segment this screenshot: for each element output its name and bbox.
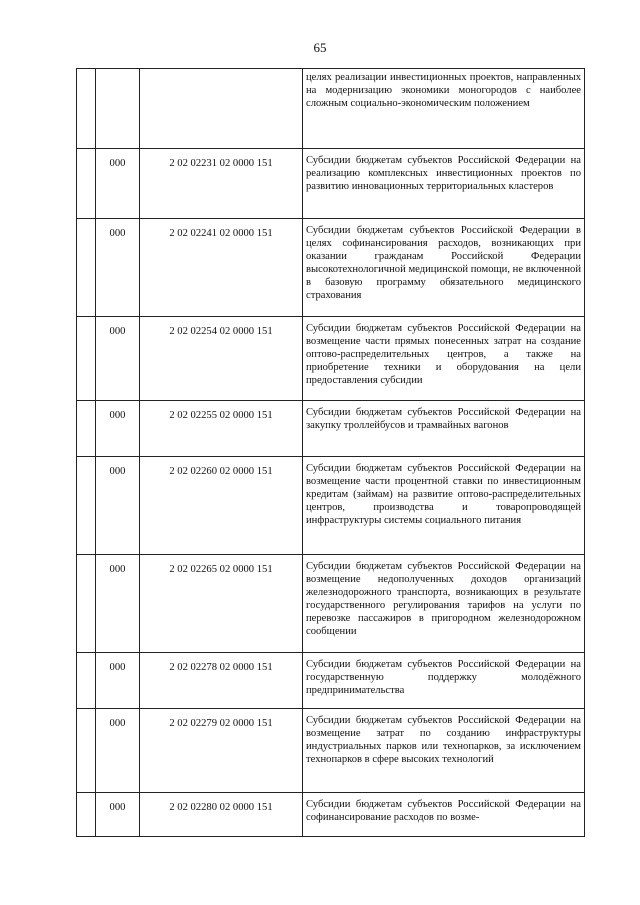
description-cell: Субсидии бюджетам субъектов Российской Федерации на закупку троллейбусов и трамвайных вагонов bbox=[303, 401, 585, 457]
table-row bbox=[77, 555, 585, 653]
blank-cell bbox=[77, 149, 96, 219]
budget-code-cell: 2 02 02255 02 0000 151 bbox=[140, 401, 303, 457]
blank-cell bbox=[77, 709, 96, 793]
description-cell: целях реализации инвестиционных проектов, направленных на модернизацию экономики моногородов с наиболее сложным социально-экономическим положением bbox=[303, 69, 585, 149]
blank-cell bbox=[77, 219, 96, 317]
budget-code-cell: 2 02 02279 02 0000 151 bbox=[140, 709, 303, 793]
description-cell: Субсидии бюджетам субъектов Российской Федерации на возмещение части прямых понесенных затрат на создание оптово-распределительных центров, а также на приобретение техники и оборудования на цели предоставления субсидии bbox=[303, 317, 585, 401]
admin-code-cell: 000 bbox=[96, 401, 140, 457]
admin-code-cell: 000 bbox=[96, 317, 140, 401]
budget-code-cell: 2 02 02278 02 0000 151 bbox=[140, 653, 303, 709]
budget-code-cell: 2 02 02241 02 0000 151 bbox=[140, 219, 303, 317]
budget-code-cell: 2 02 02280 02 0000 151 bbox=[140, 793, 303, 837]
blank-cell bbox=[77, 555, 96, 653]
table-row bbox=[77, 653, 585, 709]
table-row bbox=[77, 401, 585, 457]
admin-code-cell bbox=[96, 69, 140, 149]
budget-code-cell: 2 02 02260 02 0000 151 bbox=[140, 457, 303, 555]
table-row bbox=[77, 219, 585, 317]
table-row bbox=[77, 793, 585, 837]
table-row bbox=[77, 317, 585, 401]
blank-cell bbox=[77, 401, 96, 457]
admin-code-cell: 000 bbox=[96, 653, 140, 709]
admin-code-cell: 000 bbox=[96, 555, 140, 653]
budget-code-cell: 2 02 02231 02 0000 151 bbox=[140, 149, 303, 219]
admin-code-cell: 000 bbox=[96, 457, 140, 555]
description-cell: Субсидии бюджетам субъектов Российской Федерации на реализацию комплексных инвестиционных проектов по развитию инновационных территориальных кластеров bbox=[303, 149, 585, 219]
page-number: 65 bbox=[313, 40, 327, 55]
table-row bbox=[77, 69, 585, 149]
budget-code-cell bbox=[140, 69, 303, 149]
budget-code-cell: 2 02 02265 02 0000 151 bbox=[140, 555, 303, 653]
budget-code-cell: 2 02 02254 02 0000 151 bbox=[140, 317, 303, 401]
description-cell: Субсидии бюджетам субъектов Российской Федерации на государственную поддержку молодёжного предпринимательства bbox=[303, 653, 585, 709]
description-cell: Субсидии бюджетам субъектов Российской Федерации на возмещение затрат по созданию инфраструктуры индустриальных парков или технопарков, за исключением технопарков в сфере высоких технологий bbox=[303, 709, 585, 793]
admin-code-cell: 000 bbox=[96, 149, 140, 219]
table-row bbox=[77, 457, 585, 555]
blank-cell bbox=[77, 793, 96, 837]
blank-cell bbox=[77, 317, 96, 401]
blank-cell bbox=[77, 653, 96, 709]
budget-classification-table bbox=[76, 68, 585, 837]
table-row bbox=[77, 149, 585, 219]
description-cell: Субсидии бюджетам субъектов Российской Федерации на возмещение недополученных доходов организаций железнодорожного транспорта, возникающих в результате государственного регулирования тарифов на услуги по перевозке пассажиров в пригородном железнодорожном сообщении bbox=[303, 555, 585, 653]
table-row bbox=[77, 709, 585, 793]
blank-cell bbox=[77, 457, 96, 555]
admin-code-cell: 000 bbox=[96, 219, 140, 317]
admin-code-cell: 000 bbox=[96, 793, 140, 837]
description-cell: Субсидии бюджетам субъектов Российской Федерации на софинансирование расходов по возме- bbox=[303, 793, 585, 837]
description-cell: Субсидии бюджетам субъектов Российской Федерации в целях софинансирования расходов, возникающих при оказании гражданам Российской Федерации высокотехнологичной медицинской помощи, не включенной в базовую программу обязательного медицинского страхования bbox=[303, 219, 585, 317]
description-cell: Субсидии бюджетам субъектов Российской Федерации на возмещение части процентной ставки по инвестиционным кредитам (займам) на развитие оптово-распределительных центров, производства и товаропроводящей инфраструктуры системы социального питания bbox=[303, 457, 585, 555]
blank-cell bbox=[77, 69, 96, 149]
admin-code-cell: 000 bbox=[96, 709, 140, 793]
